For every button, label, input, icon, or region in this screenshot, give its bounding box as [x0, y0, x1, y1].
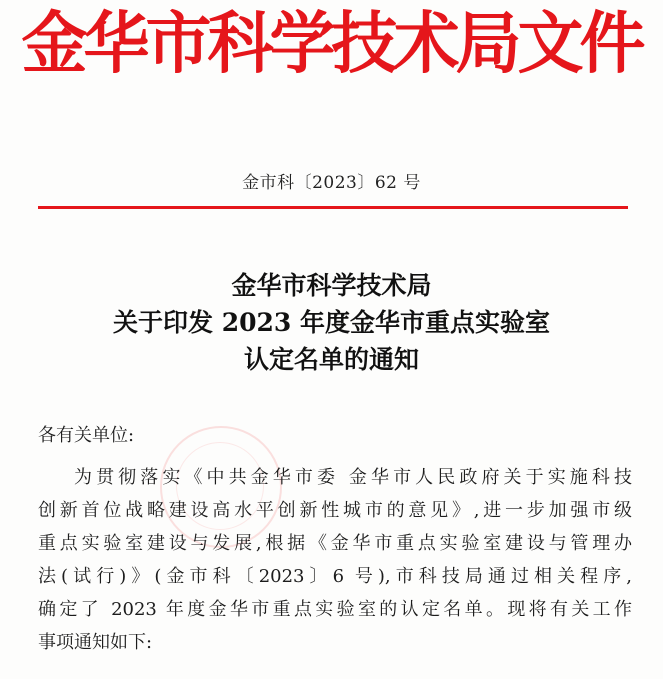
body-line: 重点实验室建设与发展,根据《金华市重点实验室建设与管理办 — [38, 533, 632, 554]
body-line: 法(试行)》(金市科〔2023〕6 号),市科技局通过相关程序, — [38, 566, 632, 587]
body-line: 事项通知如下: — [38, 632, 153, 653]
body-line: 为贯彻落实《中共金华市委 金华市人民政府关于实施科技 — [74, 467, 632, 488]
masthead-title: 金华市科学技术局文件 — [21, 4, 642, 83]
document-number: 金市科〔2023〕62 号 — [242, 173, 421, 193]
title-line-3: 认定名单的通知 — [243, 345, 419, 374]
body-paragraph — [38, 461, 632, 659]
body-line: 确定了 2023 年度金华市重点实验室的认定名单。现将有关工作 — [38, 599, 632, 620]
title-line-2: 关于印发 2023 年度金华市重点实验室 — [113, 308, 550, 337]
title-line-1: 金华市科学技术局 — [231, 271, 432, 300]
red-divider-line — [38, 206, 628, 209]
body-line: 创新首位战略建设高水平创新性城市的意见》,进一步加强市级 — [38, 500, 632, 521]
salutation: 各有关单位: — [38, 425, 135, 446]
